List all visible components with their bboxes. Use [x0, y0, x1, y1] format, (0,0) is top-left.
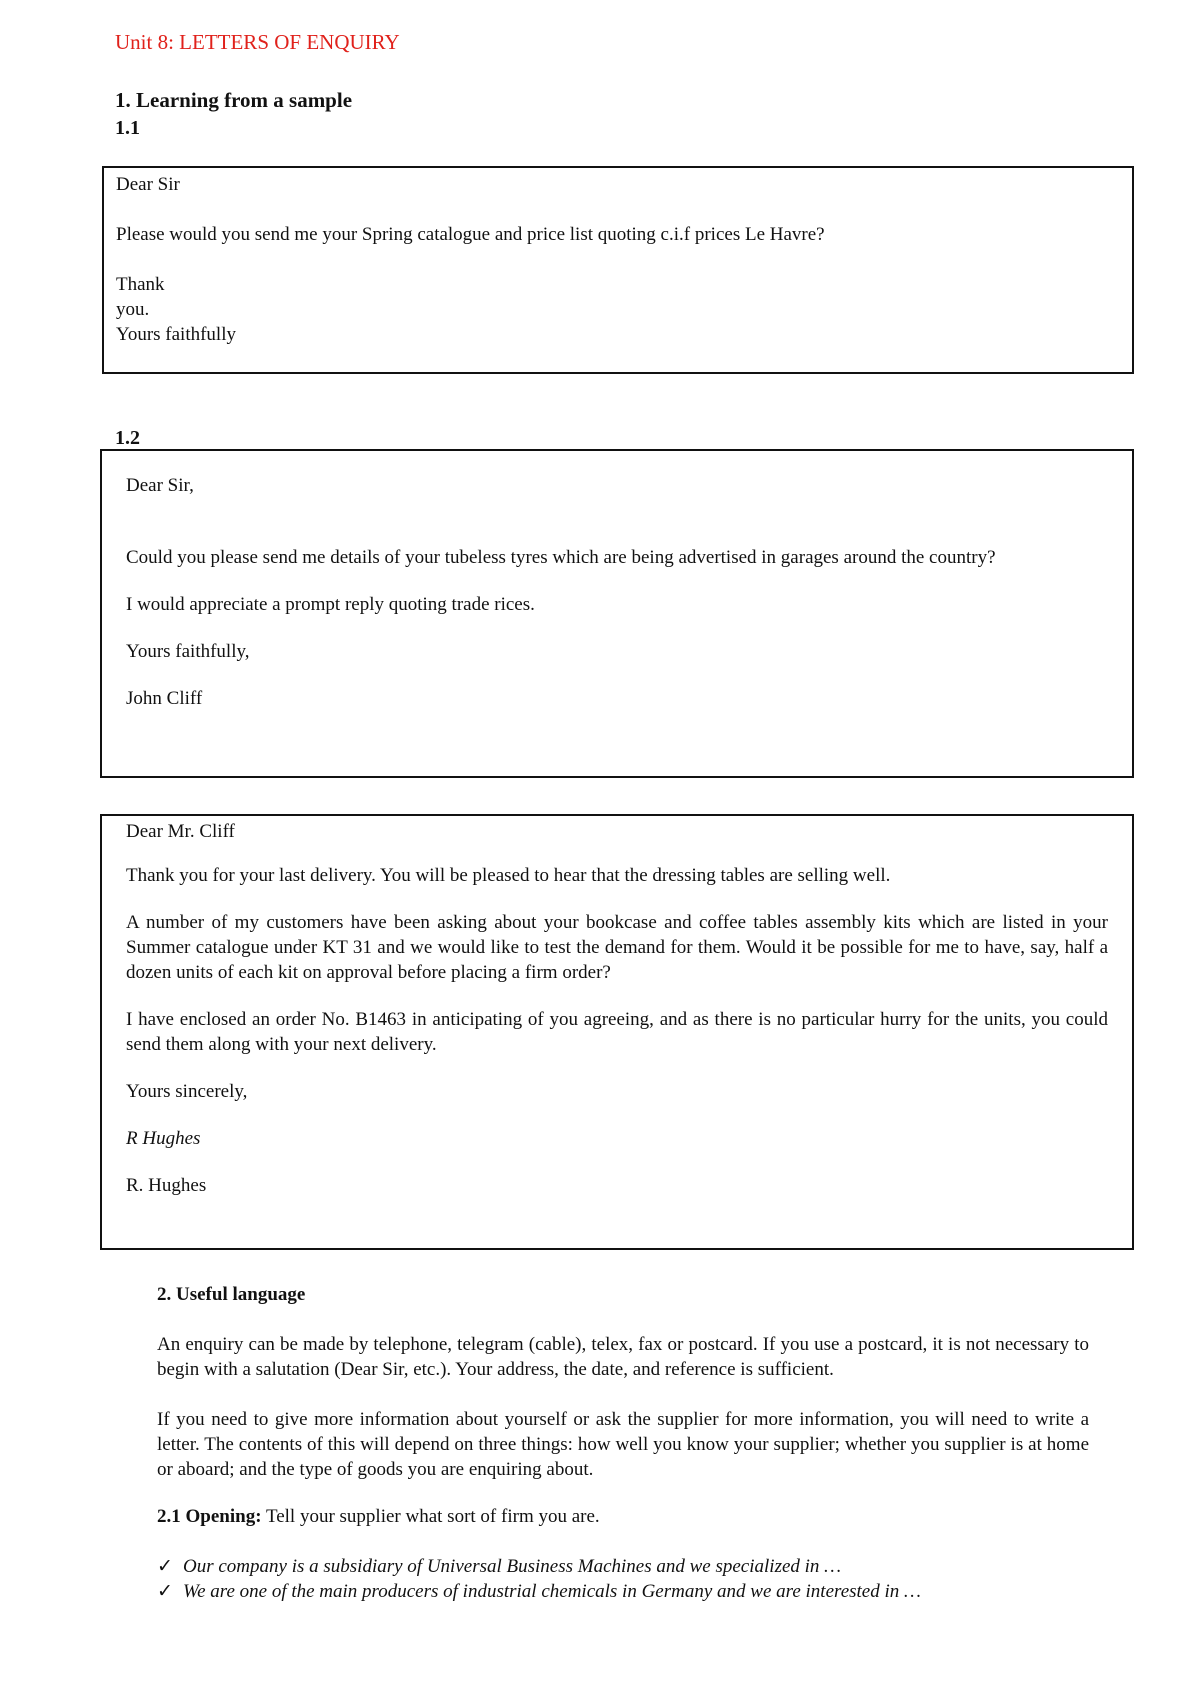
- letter-thank: Thank: [116, 274, 165, 295]
- example-text: Our company is a subsidiary of Universal Business Machines and we specialized in …: [183, 1556, 842, 1577]
- letter-closing: Yours sincerely,: [126, 1081, 248, 1102]
- opening-label: 2.1 Opening:: [157, 1506, 262, 1527]
- list-item: [157, 1579, 1089, 1604]
- check-icon: ✓: [157, 1556, 173, 1577]
- subsection-label-1-2: 1.2: [115, 427, 140, 449]
- letter-signature-script: R Hughes: [126, 1128, 201, 1149]
- letter-salutation: Dear Sir,: [126, 475, 194, 496]
- section-heading: 2. Useful language: [157, 1284, 306, 1305]
- letter-paragraph: I would appreciate a prompt reply quoting trade rices.: [126, 594, 535, 615]
- letter-you: you.: [116, 299, 150, 320]
- letter-paragraph: A number of my customers have been asking about your bookcase and coffee tables assembly kits which are listed in your Summer catalogue under KT 31 and we would like to test the demand for them. Would it be possible for me to have, say, half a dozen units of each kit on approval before placing a firm order?: [126, 912, 1108, 983]
- letter-salutation: Dear Sir: [116, 174, 180, 195]
- unit-title: Unit 8: LETTERS OF ENQUIRY: [115, 30, 400, 54]
- subsection-label-1-1: 1.1: [115, 117, 140, 139]
- example-text: We are one of the main producers of industrial chemicals in Germany and we are interested in …: [183, 1581, 921, 1602]
- section-heading: 1. Learning from a sample: [115, 88, 353, 112]
- list-item: [157, 1554, 1089, 1579]
- example-list: [157, 1554, 1089, 1604]
- section-paragraph: An enquiry can be made by telephone, telegram (cable), telex, fax or postcard. If you use a postcard, it is not necessary to begin with a salutation (Dear Sir, etc.). Your address, the date, and reference is sufficient.: [157, 1334, 1089, 1380]
- letter-paragraph: I have enclosed an order No. B1463 in anticipating of you agreeing, and as there is no particular hurry for the units, you could send them along with your next delivery.: [126, 1009, 1108, 1055]
- useful-language-section: [157, 1282, 1089, 1604]
- section-paragraph: If you need to give more information about yourself or ask the supplier for more information, you will need to write a letter. The contents of this will depend on three things: how well you know your supplier; whether you supplier is at home or aboard; and the type of goods you are enquiring about.: [157, 1409, 1089, 1480]
- check-icon: ✓: [157, 1581, 173, 1602]
- letter-salutation: Dear Mr. Cliff: [126, 821, 235, 842]
- letter-signature-name: R. Hughes: [126, 1175, 207, 1196]
- letter-signature: John Cliff: [126, 688, 203, 709]
- sample-letter-2: [100, 449, 1134, 778]
- letter-paragraph: Could you please send me details of your tubeless tyres which are being advertised in garages around the country?: [126, 547, 996, 568]
- letter-body: Please would you send me your Spring catalogue and price list quoting c.i.f prices Le Havre?: [116, 224, 825, 245]
- letter-closing: Yours faithfully,: [126, 641, 250, 662]
- sample-letter-1: [102, 166, 1134, 374]
- letter-paragraph: Thank you for your last delivery. You will be pleased to hear that the dressing tables are selling well.: [126, 865, 891, 886]
- opening-text: Tell your supplier what sort of firm you are.: [261, 1506, 600, 1527]
- letter-closing: Yours faithfully: [116, 324, 236, 345]
- sample-letter-3: [100, 814, 1134, 1250]
